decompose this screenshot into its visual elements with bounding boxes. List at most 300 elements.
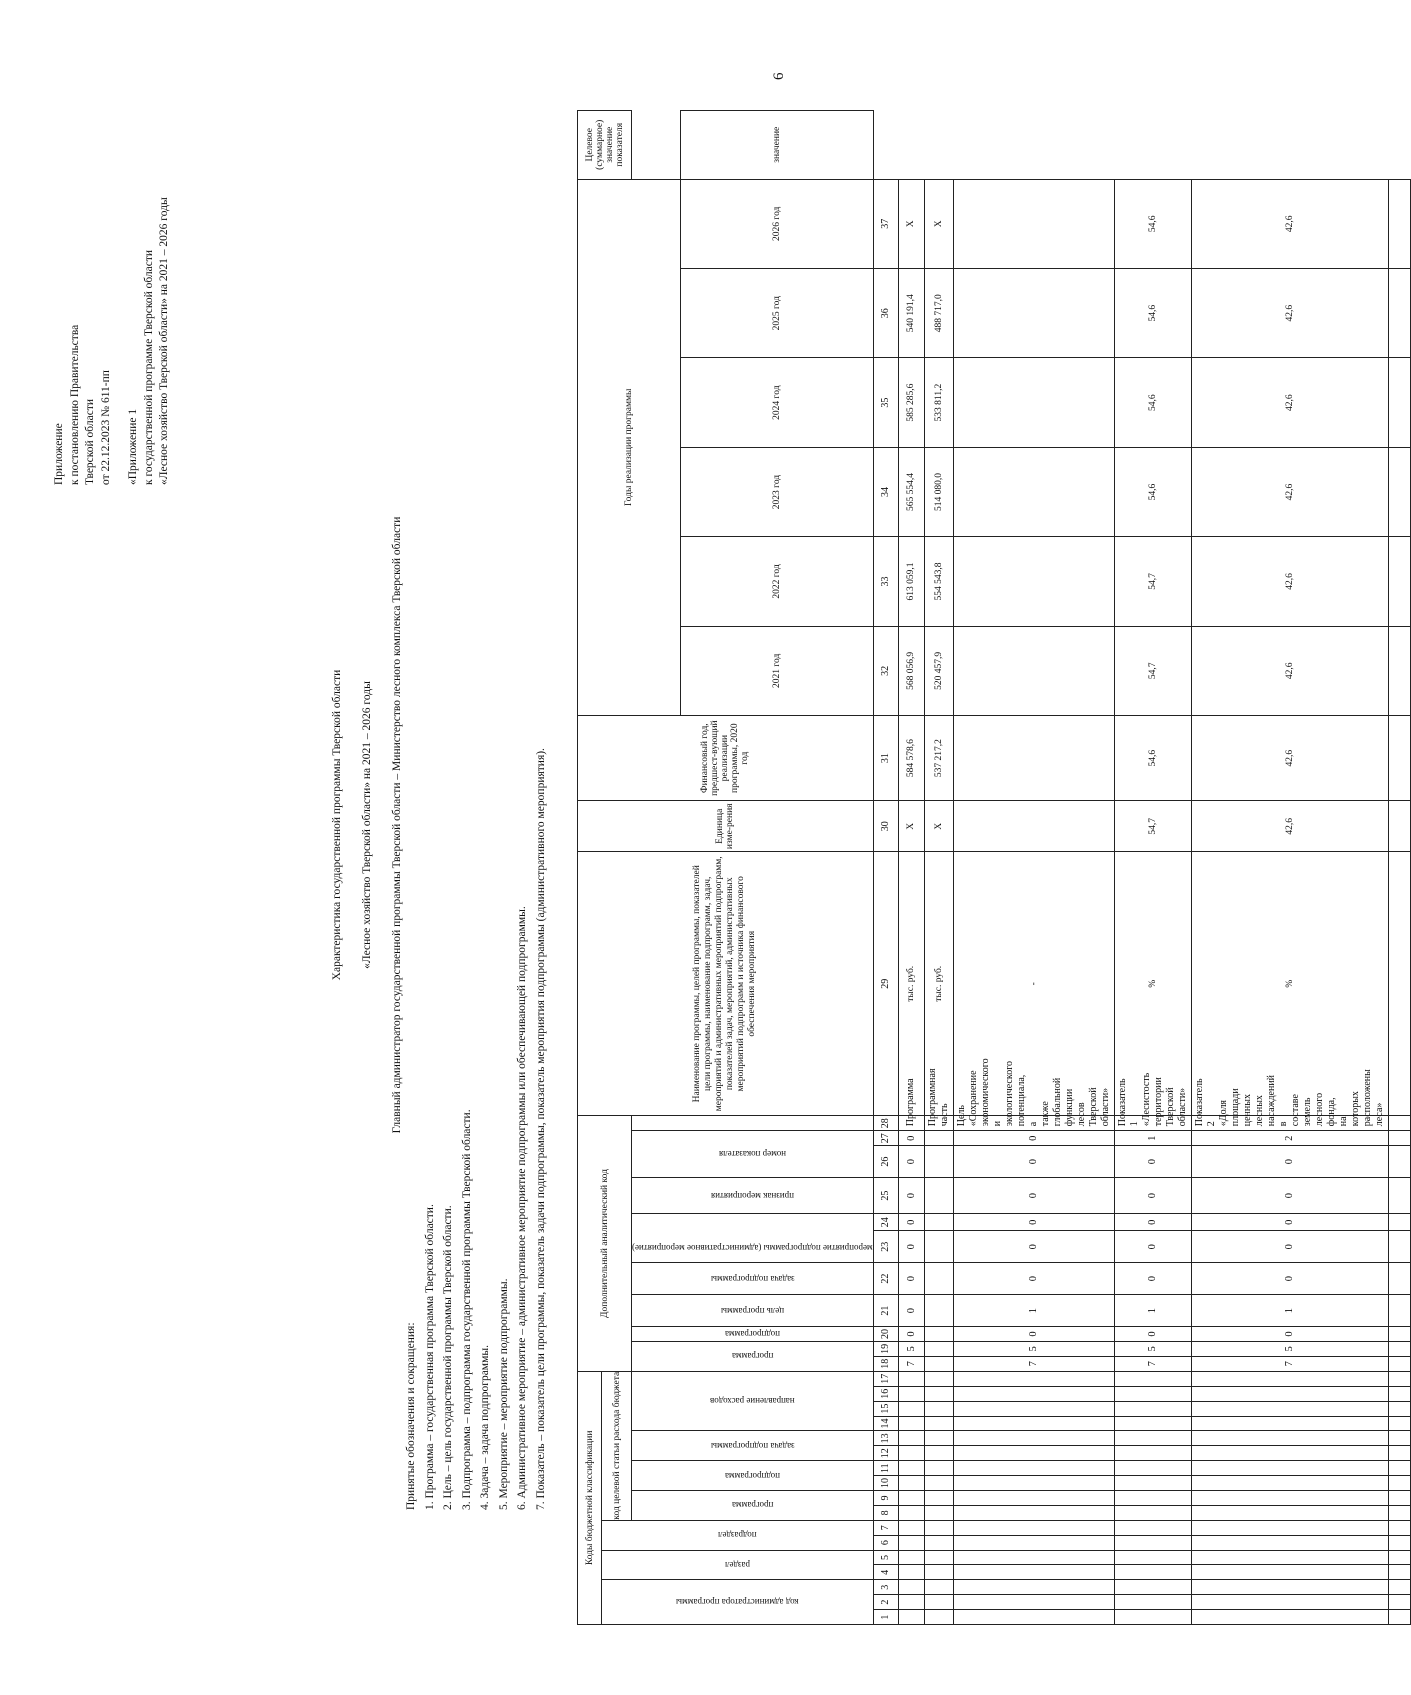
- header-x-program: программа: [731, 1351, 773, 1362]
- column-number: 8: [873, 1505, 898, 1520]
- year-value-cell: [953, 537, 1114, 626]
- code-cell: 0: [953, 1263, 1114, 1295]
- abbreviation-item: 4. Задача – задача подпрограммы.: [479, 1345, 491, 1510]
- header-razdel: раздел: [724, 1559, 750, 1570]
- column-number: 22: [873, 1263, 898, 1295]
- code-cell: [1114, 1490, 1191, 1505]
- code-cell: 0: [898, 1146, 924, 1178]
- code-cell: [1114, 1520, 1191, 1535]
- column-number: 23: [873, 1231, 898, 1263]
- column-number: 21: [873, 1295, 898, 1327]
- code-cell: [898, 1431, 924, 1446]
- code-cell: [924, 1520, 953, 1535]
- code-cell: [1388, 1505, 1410, 1520]
- code-cell: 0: [1114, 1146, 1191, 1178]
- code-cell: [1388, 1401, 1410, 1416]
- unit-cell: %: [1191, 852, 1388, 1116]
- code-cell: [1191, 1386, 1388, 1401]
- code-cell: [1114, 1416, 1191, 1431]
- characteristics-table: [577, 110, 1411, 1625]
- code-cell: [1388, 1386, 1410, 1401]
- abbreviation-item: 5. Мероприятие – мероприятие подпрограммы.: [497, 1278, 510, 1510]
- code-cell: [1388, 1476, 1410, 1491]
- target-value-cell: Х: [924, 179, 953, 269]
- code-cell: [1388, 1535, 1410, 1550]
- code-cell: [1388, 1550, 1410, 1565]
- code-cell: [1114, 1595, 1191, 1610]
- code-cell: 5: [1191, 1341, 1388, 1356]
- code-cell: [953, 1401, 1114, 1416]
- code-cell: [898, 1490, 924, 1505]
- abbreviation-item: 7. Показатель – показатель цели программы, показатель задачи подпрограммы, показатель мероприятия подпрограммы (административного мероприятия).: [534, 748, 547, 1510]
- code-cell: [924, 1490, 953, 1505]
- code-cell: [924, 1431, 953, 1446]
- code-cell: [1388, 1490, 1410, 1505]
- year-value-cell: 613 059,1: [898, 537, 924, 626]
- code-cell: [924, 1146, 953, 1178]
- code-cell: [924, 1356, 953, 1371]
- abbreviation-item: 6. Административное мероприятие – административное мероприятие подпрограммы или обеспечивающей подпрограммы.: [516, 906, 528, 1510]
- code-cell: [1191, 1461, 1388, 1476]
- code-cell: 7: [898, 1356, 924, 1371]
- code-cell: [898, 1535, 924, 1550]
- prev-year-cell: 42,6: [1191, 801, 1388, 852]
- code-cell: [1191, 1476, 1388, 1491]
- code-cell: [953, 1535, 1114, 1550]
- header-budget-codes: Коды бюджетной классификации: [578, 1371, 602, 1624]
- header-year: 2023 год: [680, 447, 873, 536]
- code-cell: [1114, 1401, 1191, 1416]
- column-number: 16: [873, 1386, 898, 1401]
- year-value-cell: 584 578,6: [898, 716, 924, 801]
- year-value-cell: [953, 716, 1114, 801]
- column-number: 34: [873, 447, 898, 536]
- code-cell: 0: [898, 1231, 924, 1263]
- code-cell: [953, 1461, 1114, 1476]
- code-cell: [1114, 1580, 1191, 1595]
- code-cell: 1: [1114, 1295, 1191, 1327]
- appendix-line: от 22.12.2023 № 611-пп: [99, 370, 112, 485]
- code-cell: [1191, 1565, 1388, 1580]
- column-number: 4: [873, 1565, 898, 1580]
- year-value-cell: 488 717,0: [924, 269, 953, 358]
- code-cell: 0: [953, 1131, 1114, 1146]
- code-cell: [1114, 1386, 1191, 1401]
- prev-year-cell: [1388, 801, 1410, 852]
- code-cell: 7: [953, 1356, 1114, 1371]
- code-cell: [898, 1550, 924, 1565]
- column-number: 13: [873, 1431, 898, 1446]
- year-value-cell: 520 457,9: [924, 626, 953, 715]
- header-prev-year: Финансовый год, предшест-вующий реализации программы, 2020 год: [578, 716, 874, 801]
- year-value-cell: 42,6: [1191, 716, 1388, 801]
- header-extra-code: Дополнительный аналитический код: [578, 1116, 632, 1371]
- code-cell: 5: [1114, 1341, 1191, 1356]
- code-cell: [953, 1565, 1114, 1580]
- code-cell: [924, 1178, 953, 1214]
- code-cell: [1191, 1431, 1388, 1446]
- year-value-cell: 537 217,2: [924, 716, 953, 801]
- code-cell: [898, 1580, 924, 1595]
- column-number: 2: [873, 1595, 898, 1610]
- column-number: 19: [873, 1341, 898, 1356]
- year-value-cell: 42,6: [1191, 447, 1388, 536]
- year-value-cell: 54,7: [1114, 626, 1191, 715]
- appendix-block: [52, 125, 173, 485]
- code-cell: 7: [1114, 1356, 1191, 1371]
- code-cell: [924, 1386, 953, 1401]
- code-cell: [1388, 1263, 1410, 1295]
- code-cell: [924, 1610, 953, 1625]
- year-value-cell: 54,6: [1114, 269, 1191, 358]
- table-row: [953, 111, 1114, 1625]
- header-x-task: задача подпрограммы: [710, 1273, 795, 1284]
- code-cell: [1388, 1214, 1410, 1231]
- table-row: [898, 111, 924, 1625]
- code-cell: [898, 1520, 924, 1535]
- code-cell: [1114, 1505, 1191, 1520]
- code-cell: [1191, 1550, 1388, 1565]
- unit-cell: тыс. руб.: [898, 852, 924, 1116]
- code-cell: [924, 1231, 953, 1263]
- header-x-indicator: номер показателя: [718, 1149, 786, 1160]
- column-numbers-row: [873, 111, 898, 1625]
- code-cell: [1191, 1401, 1388, 1416]
- code-cell: [1388, 1146, 1410, 1178]
- code-cell: [1191, 1371, 1388, 1386]
- row-name: Программа: [898, 1116, 924, 1131]
- code-cell: 0: [953, 1231, 1114, 1263]
- program-table: [577, 110, 1385, 1625]
- code-cell: [1388, 1356, 1410, 1371]
- code-cell: [1191, 1446, 1388, 1461]
- table-row: [924, 111, 953, 1625]
- code-cell: [1114, 1446, 1191, 1461]
- header-podrazdel: подраздел: [718, 1530, 757, 1541]
- title-line: Характеристика государственной программы Тверской области: [331, 669, 343, 981]
- code-cell: 0: [953, 1146, 1114, 1178]
- header-years: Годы реализации программы: [578, 179, 681, 716]
- column-number: 10: [873, 1476, 898, 1491]
- table-row: [1191, 111, 1388, 1625]
- code-cell: [924, 1476, 953, 1491]
- appendix-line: «Лесное хозяйство Тверской области» на 2021 – 2026 годы: [158, 197, 170, 485]
- code-cell: [1114, 1550, 1191, 1565]
- column-number: 6: [873, 1535, 898, 1550]
- row-name: Показатель 2 «Доля площади ценных лесных насаждений в составе земель лесного фонда, на которых расположены леса»: [1191, 1116, 1388, 1131]
- code-cell: 7: [1191, 1356, 1388, 1371]
- code-cell: 0: [953, 1214, 1114, 1231]
- year-value-cell: 540 191,4: [898, 269, 924, 358]
- code-cell: [924, 1416, 953, 1431]
- year-value-cell: [1388, 626, 1410, 715]
- column-number: 33: [873, 537, 898, 626]
- appendix-line: к постановлению Правительства: [68, 324, 81, 485]
- header-year: 2024 год: [680, 358, 873, 447]
- unit-cell: тыс. руб.: [924, 852, 953, 1116]
- page-number: 6: [771, 72, 787, 80]
- code-cell: [1388, 1341, 1410, 1356]
- header-year: 2022 год: [680, 537, 873, 626]
- header-x-subprogram: подпрограмма: [724, 1329, 780, 1339]
- code-cell: [1388, 1231, 1410, 1263]
- code-cell: [953, 1550, 1114, 1565]
- code-cell: 0: [1191, 1178, 1388, 1214]
- code-cell: [1191, 1520, 1388, 1535]
- document-sheet: [32, 110, 1385, 1625]
- year-value-cell: [1388, 447, 1410, 536]
- code-cell: 0: [1114, 1263, 1191, 1295]
- year-value-cell: [953, 269, 1114, 358]
- code-cell: [924, 1214, 953, 1231]
- code-cell: 5: [953, 1341, 1114, 1356]
- code-cell: 5: [898, 1341, 924, 1356]
- year-value-cell: [1388, 716, 1410, 801]
- code-cell: [1388, 1595, 1410, 1610]
- code-cell: [898, 1416, 924, 1431]
- year-value-cell: [1388, 537, 1410, 626]
- header-year: 2025 год: [680, 269, 873, 358]
- year-value-cell: 42,6: [1191, 269, 1388, 358]
- code-cell: [953, 1490, 1114, 1505]
- appendix-line: Приложение: [53, 423, 65, 485]
- code-cell: [953, 1371, 1114, 1386]
- header-year: 2021 год: [680, 626, 873, 715]
- code-cell: [898, 1505, 924, 1520]
- year-value-cell: 42,6: [1191, 626, 1388, 715]
- year-value-cell: 54,6: [1114, 358, 1191, 447]
- year-value-cell: 533 811,2: [924, 358, 953, 447]
- appendix-line: к государственной программе Тверской области: [142, 249, 155, 485]
- code-cell: [898, 1446, 924, 1461]
- row-name: [1388, 1116, 1410, 1131]
- unit-cell: %: [1114, 852, 1191, 1116]
- code-cell: [924, 1263, 953, 1295]
- code-cell: [924, 1446, 953, 1461]
- column-number: 31: [873, 716, 898, 801]
- year-value-cell: [1388, 269, 1410, 358]
- appendix-line: «Приложение 1: [127, 408, 139, 485]
- code-cell: [1114, 1610, 1191, 1625]
- target-value-cell: 54,6: [1114, 179, 1191, 269]
- row-name: Программная часть: [924, 1116, 953, 1131]
- code-cell: 0: [1191, 1263, 1388, 1295]
- column-number: 12: [873, 1446, 898, 1461]
- year-value-cell: 54,6: [1114, 716, 1191, 801]
- code-cell: [924, 1341, 953, 1356]
- header-x-goal: цель программы: [720, 1305, 784, 1316]
- column-number: 24: [873, 1214, 898, 1231]
- code-cell: [898, 1371, 924, 1386]
- code-cell: [898, 1595, 924, 1610]
- header-subprogram: подпрограмма: [724, 1470, 780, 1481]
- header-admin-code: код администратора программы: [676, 1597, 799, 1608]
- code-cell: [1388, 1178, 1410, 1214]
- abbreviation-item: 1. Программа – государственная программа Тверской области.: [423, 1204, 436, 1510]
- code-cell: [1114, 1535, 1191, 1550]
- year-value-cell: 54,6: [1114, 447, 1191, 536]
- code-cell: 0: [898, 1263, 924, 1295]
- header-target: Целевое (суммарное) значение показателя: [578, 111, 632, 180]
- prev-year-cell: Х: [924, 801, 953, 852]
- column-number: 32: [873, 626, 898, 715]
- header-x-event: мероприятие подпрограммы (административное мероприятие): [632, 1243, 873, 1254]
- code-cell: [898, 1610, 924, 1625]
- code-cell: [898, 1401, 924, 1416]
- column-number: 25: [873, 1178, 898, 1214]
- title-line: Главный администратор государственной программы Тверской области – Министерство лесного комплекса Тверской области: [391, 516, 403, 1134]
- code-cell: [1388, 1131, 1410, 1146]
- code-cell: 0: [1191, 1231, 1388, 1263]
- code-cell: 0: [898, 1178, 924, 1214]
- code-cell: [1191, 1595, 1388, 1610]
- code-cell: [953, 1416, 1114, 1431]
- code-cell: 0: [1191, 1214, 1388, 1231]
- unit-cell: -: [953, 852, 1114, 1116]
- year-value-cell: [953, 358, 1114, 447]
- code-cell: [1388, 1565, 1410, 1580]
- code-cell: [924, 1461, 953, 1476]
- code-cell: [924, 1565, 953, 1580]
- code-cell: [1191, 1490, 1388, 1505]
- code-cell: [1191, 1416, 1388, 1431]
- code-cell: 0: [1114, 1327, 1191, 1342]
- code-cell: [1114, 1371, 1191, 1386]
- column-number: 18: [873, 1356, 898, 1371]
- code-cell: [1114, 1476, 1191, 1491]
- code-cell: [1114, 1461, 1191, 1476]
- code-cell: [953, 1595, 1114, 1610]
- code-cell: [1388, 1520, 1410, 1535]
- header-year: 2026 год: [680, 179, 873, 269]
- code-cell: [924, 1131, 953, 1146]
- code-cell: 0: [1114, 1214, 1191, 1231]
- table-row: [1114, 111, 1191, 1625]
- code-cell: 0: [1114, 1231, 1191, 1263]
- target-value-cell: [1388, 179, 1410, 269]
- year-value-cell: 568 056,9: [898, 626, 924, 715]
- abbreviation-item: 2. Цель – цель государственной программы Тверской области.: [442, 1205, 454, 1510]
- year-value-cell: 42,6: [1191, 537, 1388, 626]
- code-cell: 0: [1191, 1327, 1388, 1342]
- abbreviation-item: 3. Подпрограмма – подпрограмма государственной программы Тверской области.: [460, 1109, 473, 1510]
- code-cell: [1191, 1505, 1388, 1520]
- code-cell: [924, 1580, 953, 1595]
- code-cell: 0: [898, 1131, 924, 1146]
- target-value-cell: Х: [898, 179, 924, 269]
- column-number: 36: [873, 269, 898, 358]
- code-cell: [924, 1505, 953, 1520]
- code-cell: 1: [953, 1295, 1114, 1327]
- column-number: 35: [873, 358, 898, 447]
- column-number: 9: [873, 1490, 898, 1505]
- code-cell: [953, 1446, 1114, 1461]
- header-x-sign: признак мероприятия: [710, 1190, 794, 1201]
- code-cell: [953, 1431, 1114, 1446]
- prev-year-cell: [953, 801, 1114, 852]
- row-name: Показатель 1 «Лесистость территории Тверской области»: [1114, 1116, 1191, 1131]
- code-cell: [1114, 1565, 1191, 1580]
- code-cell: [953, 1520, 1114, 1535]
- code-cell: 0: [953, 1178, 1114, 1214]
- unit-cell: [1388, 852, 1410, 1116]
- code-cell: [924, 1295, 953, 1327]
- code-cell: 0: [898, 1214, 924, 1231]
- code-cell: [953, 1610, 1114, 1625]
- column-number: 28: [873, 1116, 898, 1131]
- column-number: 20: [873, 1327, 898, 1342]
- document-title: [322, 505, 412, 1145]
- column-number: 14: [873, 1416, 898, 1431]
- abbreviations-heading: Принятые обозначения и сокращения:: [405, 1322, 417, 1510]
- code-cell: 1: [1191, 1295, 1388, 1327]
- code-cell: [1388, 1371, 1410, 1386]
- code-cell: [924, 1327, 953, 1342]
- code-cell: [1191, 1535, 1388, 1550]
- code-cell: [1191, 1610, 1388, 1625]
- column-number: 37: [873, 179, 898, 269]
- header-kcsr: код целевой статьи расхода бюджета: [602, 1371, 632, 1520]
- code-cell: [1388, 1580, 1410, 1595]
- code-cell: [898, 1476, 924, 1491]
- code-cell: [924, 1550, 953, 1565]
- code-cell: [924, 1401, 953, 1416]
- code-cell: [898, 1461, 924, 1476]
- code-cell: [953, 1476, 1114, 1491]
- code-cell: [1388, 1610, 1410, 1625]
- header-program: программа: [731, 1500, 773, 1511]
- row-name: Цель «Сохранение экономического и экологического потенциала, а также глобальной функции лесов Тверской области»: [953, 1116, 1114, 1131]
- code-cell: [1114, 1431, 1191, 1446]
- code-cell: [953, 1505, 1114, 1520]
- code-cell: [924, 1371, 953, 1386]
- code-cell: [898, 1386, 924, 1401]
- prev-year-cell: 54,7: [1114, 801, 1191, 852]
- header-direction: направление расходов: [710, 1396, 795, 1407]
- code-cell: [1191, 1580, 1388, 1595]
- target-value-cell: 42,6: [1191, 179, 1388, 269]
- column-number: 5: [873, 1550, 898, 1565]
- code-cell: 2: [1191, 1131, 1388, 1146]
- table-row: [1388, 111, 1410, 1625]
- code-cell: [898, 1565, 924, 1580]
- code-cell: [953, 1580, 1114, 1595]
- code-cell: 0: [1191, 1146, 1388, 1178]
- appendix-line: Тверской области: [84, 399, 96, 485]
- header-value: значение: [680, 111, 873, 180]
- header-name: Наименование программы, целей программы, показателей цели программы, наименование подпрограмм, задач, мероприятий и административных мероприятий подпрограмм, показателей задач, мероприятий, административных мероприятий подпрограмм и источника финансового обеспечения мероприятия: [578, 852, 874, 1116]
- code-cell: 0: [898, 1295, 924, 1327]
- code-cell: 0: [898, 1327, 924, 1342]
- code-cell: [953, 1386, 1114, 1401]
- target-value-cell: [953, 179, 1114, 269]
- code-cell: [1388, 1446, 1410, 1461]
- abbreviations-list: [402, 310, 550, 1510]
- column-number: 29: [873, 852, 898, 1116]
- year-value-cell: [953, 447, 1114, 536]
- year-value-cell: 54,7: [1114, 537, 1191, 626]
- column-number: 11: [873, 1461, 898, 1476]
- title-line: «Лесное хозяйство Тверской области» на 2021 – 2026 годы: [361, 681, 373, 969]
- column-number: 26: [873, 1146, 898, 1178]
- column-number: 27: [873, 1131, 898, 1146]
- column-number: 15: [873, 1401, 898, 1416]
- code-cell: 0: [953, 1327, 1114, 1342]
- code-cell: [1388, 1461, 1410, 1476]
- code-cell: 1: [1114, 1131, 1191, 1146]
- code-cell: [1388, 1431, 1410, 1446]
- header-unit: Единица изме-рения: [578, 801, 874, 852]
